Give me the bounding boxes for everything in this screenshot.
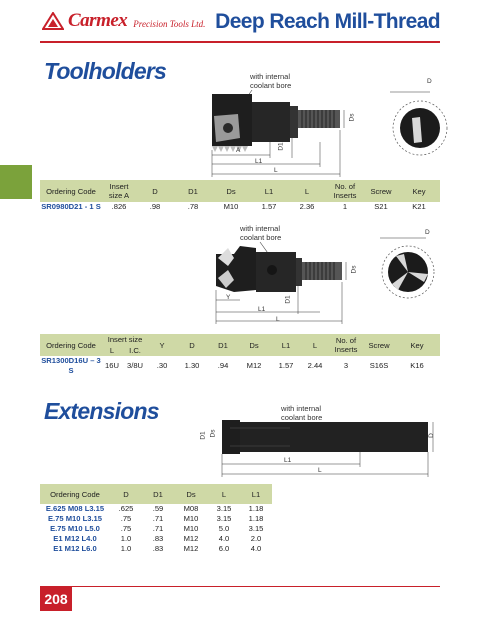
table-cell: 1.30 bbox=[184, 361, 200, 370]
extension-label-D1: D1 bbox=[199, 431, 207, 440]
table-cell: .94 bbox=[217, 361, 229, 370]
table-cell: .83 bbox=[152, 544, 164, 553]
col-L: L bbox=[288, 180, 326, 202]
col-Ds: Ds bbox=[238, 334, 270, 356]
table-row bbox=[40, 544, 272, 554]
col-D: D bbox=[176, 334, 208, 356]
table-cell: 16U bbox=[105, 361, 119, 370]
extension-label-L: L bbox=[318, 467, 322, 474]
table-cell: 1.0 bbox=[120, 534, 132, 543]
diagram2-callout: with internal coolant bore bbox=[240, 224, 282, 242]
col-inserts: No. of Inserts bbox=[328, 334, 364, 356]
ordering-code: SR0980D21 - 1 S bbox=[41, 202, 101, 211]
extension-shaft bbox=[240, 422, 428, 452]
diagram2-label-L1: L1 bbox=[258, 306, 266, 313]
page-number: 208 bbox=[40, 587, 72, 611]
diagram2-label-Ds: Ds bbox=[350, 265, 358, 274]
table-cell: .98 bbox=[149, 202, 161, 211]
col-screw: Screw bbox=[364, 334, 394, 356]
col-D1: D1 bbox=[208, 334, 238, 356]
table-cell: 1.57 bbox=[278, 361, 294, 370]
extension-callout: with internal coolant bore bbox=[281, 404, 323, 422]
table-cell: 5.0 bbox=[218, 524, 230, 533]
table1-header-row bbox=[40, 180, 440, 202]
table-cell: 1.0 bbox=[120, 544, 132, 553]
diagram2-label-D: D bbox=[425, 229, 430, 236]
table-cell: 1.18 bbox=[248, 514, 264, 523]
col-D: D bbox=[110, 484, 142, 504]
table-cell: .78 bbox=[187, 202, 199, 211]
diagram1-callout: with internal coolant bore bbox=[250, 72, 292, 90]
table-cell: .75 bbox=[120, 514, 132, 523]
table-cell: .59 bbox=[152, 504, 164, 513]
ordering-code: E.75 M10 L5.0 bbox=[50, 524, 100, 533]
table-cell: .75 bbox=[120, 524, 132, 533]
extension-header-row bbox=[40, 484, 272, 504]
extension-label-D: D bbox=[427, 433, 435, 438]
col-key: Key bbox=[398, 180, 440, 202]
table-row bbox=[40, 524, 272, 534]
col-L1: L1 bbox=[270, 334, 302, 356]
col-D1: D1 bbox=[142, 484, 174, 504]
col-screw: Screw bbox=[364, 180, 398, 202]
diagram1-label-A: A bbox=[236, 147, 241, 154]
diagram1-label-Ds: Ds bbox=[348, 113, 356, 122]
footer-rule bbox=[40, 586, 440, 587]
table-row bbox=[40, 534, 272, 544]
table-cell: K21 bbox=[412, 202, 426, 211]
table-cell: 6.0 bbox=[218, 544, 230, 553]
toolholder-diagram-1 bbox=[200, 72, 450, 182]
table2-header-row bbox=[40, 334, 440, 345]
col-L1: L1 bbox=[240, 484, 272, 504]
table-cell: M12 bbox=[246, 361, 262, 370]
col-key: Key bbox=[394, 334, 440, 356]
table-cell: .625 bbox=[118, 504, 134, 513]
toolholder-table-1 bbox=[40, 180, 440, 212]
table-cell: K16 bbox=[410, 361, 424, 370]
table-cell: 2.36 bbox=[299, 202, 315, 211]
ordering-code: E.75 M10 L3.15 bbox=[47, 514, 103, 523]
carmex-logo-icon bbox=[42, 12, 64, 30]
table-cell: .71 bbox=[152, 524, 164, 533]
table-cell: M12 bbox=[183, 544, 199, 553]
table-cell: 2.0 bbox=[250, 534, 262, 543]
extension-label-Ds: Ds bbox=[209, 429, 217, 438]
toolholders-title: Toolholders bbox=[44, 58, 166, 84]
col-insert-size: Insert size A bbox=[102, 180, 136, 202]
col-Ds: Ds bbox=[174, 484, 208, 504]
col-insert-ic: I.C. bbox=[122, 345, 148, 356]
diagram2-label-Y: Y bbox=[226, 294, 231, 301]
col-L1: L1 bbox=[250, 180, 288, 202]
table-cell: 3/8U bbox=[126, 361, 144, 370]
table-cell: 2.44 bbox=[307, 361, 323, 370]
table-cell: M08 bbox=[183, 504, 199, 513]
diagram2-label-L: L bbox=[276, 316, 280, 323]
table-row bbox=[40, 514, 272, 524]
table-row bbox=[40, 504, 272, 514]
threaded-shank-2 bbox=[302, 262, 342, 280]
header-rule bbox=[40, 41, 440, 43]
table-cell: S21 bbox=[374, 202, 388, 211]
table-cell: .83 bbox=[152, 534, 164, 543]
diagram2-label-D1: D1 bbox=[284, 295, 292, 304]
table-cell: .71 bbox=[152, 514, 164, 523]
col-insert-L: L bbox=[102, 345, 122, 356]
col-Y: Y bbox=[148, 334, 176, 356]
table-cell: 3.15 bbox=[216, 504, 232, 513]
col-D1: D1 bbox=[174, 180, 212, 202]
col-Ds: Ds bbox=[212, 180, 250, 202]
col-ordering-code: Ordering Code bbox=[40, 334, 102, 356]
diagram1-label-D: D bbox=[427, 78, 432, 85]
table-cell: M10 bbox=[223, 202, 239, 211]
table-cell: 3.15 bbox=[216, 514, 232, 523]
col-ordering-code: Ordering Code bbox=[40, 484, 110, 504]
ordering-code: E1 M12 L6.0 bbox=[53, 544, 97, 553]
diagram1-label-L: L bbox=[274, 167, 278, 174]
col-L: L bbox=[208, 484, 240, 504]
ordering-code: E.625 M08 L3.15 bbox=[45, 504, 105, 513]
brand-subtitle: Precision Tools Ltd. bbox=[133, 19, 206, 29]
toolholder-diagram-2 bbox=[200, 224, 450, 330]
ordering-code: E1 M12 L4.0 bbox=[53, 534, 97, 543]
carmex-logo bbox=[42, 10, 205, 32]
col-inserts: No. of Inserts bbox=[326, 180, 364, 202]
table-cell: 3 bbox=[343, 361, 349, 370]
table-row bbox=[40, 202, 440, 212]
table-cell: 3.15 bbox=[248, 524, 264, 533]
table-row bbox=[40, 356, 440, 376]
diagram1-label-L1: L1 bbox=[255, 158, 263, 165]
table-cell: .826 bbox=[111, 202, 127, 211]
table-cell: 1 bbox=[342, 202, 348, 211]
table-cell: 4.0 bbox=[250, 544, 262, 553]
table-cell: M12 bbox=[183, 534, 199, 543]
col-ordering-code: Ordering Code bbox=[40, 180, 102, 202]
table-cell: 4.0 bbox=[218, 534, 230, 543]
table-cell: .30 bbox=[156, 361, 168, 370]
extension-table bbox=[40, 484, 272, 554]
col-L: L bbox=[302, 334, 328, 356]
table-cell: 1.18 bbox=[248, 504, 264, 513]
section-side-tab bbox=[0, 165, 32, 199]
threaded-shank bbox=[298, 110, 340, 128]
toolholder-table-2 bbox=[40, 334, 440, 376]
ordering-code: SR1300D16U – 3 S bbox=[41, 356, 101, 375]
col-D: D bbox=[136, 180, 174, 202]
table-cell: M10 bbox=[183, 524, 199, 533]
extension-label-L1: L1 bbox=[284, 457, 292, 464]
col-insert-size: Insert size bbox=[102, 334, 148, 345]
brand-name: Carmex bbox=[68, 10, 128, 31]
diagram1-label-D1: D1 bbox=[277, 142, 285, 151]
page-title: Deep Reach Mill-Thread bbox=[215, 10, 440, 33]
table-cell: M10 bbox=[183, 514, 199, 523]
table-cell: S16S bbox=[369, 361, 389, 370]
extensions-title: Extensions bbox=[44, 398, 159, 424]
table-cell: 1.57 bbox=[261, 202, 277, 211]
